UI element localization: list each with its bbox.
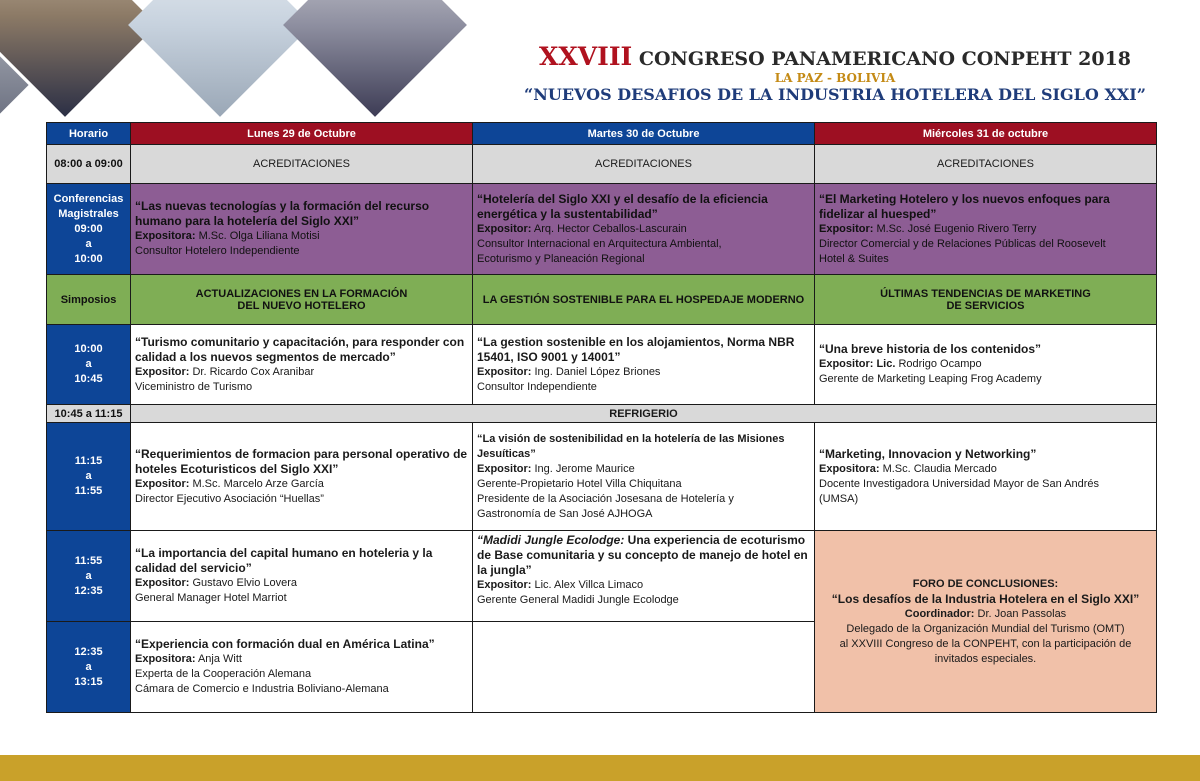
speaker-role: Cámara de Comercio e Industria Boliviano-Alemana: [135, 683, 389, 695]
speaker-label: Expositor:: [477, 365, 532, 378]
speaker-line: [477, 365, 810, 380]
speaker-line: [135, 229, 468, 244]
speaker-line: [135, 365, 468, 380]
time-line: 11:15: [74, 455, 103, 467]
speaker-name: Anja Witt: [195, 653, 242, 665]
session-title: “Requerimientos de formacion para personal operativo de hoteles Ecoturisticos del Siglo XXI”: [135, 446, 468, 476]
time-line: a: [85, 237, 92, 250]
session-title: “Hotelería del Siglo XXI y el desafío de la eficiencia energética y la sustentabilidad”: [477, 191, 768, 221]
session-title: “La gestion sostenible en los alojamientos, Norma NBR 15401, ISO 9001 y 14001”: [477, 334, 795, 364]
session-cell: [815, 184, 1157, 275]
speaker-name: Arq. Hector Ceballos-Lascurain: [531, 222, 687, 235]
speaker-name: Ing. Jerome Maurice: [531, 462, 635, 475]
session-cell: [473, 423, 815, 531]
speaker-label: Expositor:: [819, 222, 874, 235]
table-row-refrigerio: [47, 405, 1157, 423]
foro-title: “Los desafíos de la Industria Hotelera en el Siglo XXI”: [831, 591, 1140, 606]
speaker-label: Expositor:: [135, 477, 190, 490]
time-line: a: [85, 358, 92, 370]
footer-bar: [0, 755, 1200, 781]
session-title: “Las nuevas tecnologías y la formación del recurso humano para la hotelería del Siglo XXI”: [135, 199, 430, 228]
speaker-label: Expositor:: [477, 462, 532, 475]
time-line: 10:45: [74, 373, 103, 385]
time-line: a: [85, 569, 92, 582]
speaker-label: Expositora:: [819, 462, 880, 475]
congress-name: CONGRESO PANAMERICANO CONPEHT 2018: [632, 48, 1132, 70]
session-title: “La importancia del capital humano en hoteleria y la calidad del servicio”: [135, 546, 433, 575]
session-title: “El Marketing Hotelero y los nuevos enfoques para fidelizar al huesped”: [819, 191, 1110, 221]
session-title: “Experiencia con formación dual en América Latina”: [135, 637, 435, 651]
session-cell: [131, 325, 473, 405]
speaker-role: Gerente General Madidi Jungle Ecolodge: [477, 594, 679, 606]
refrigerio-cell: REFRIGERIO: [131, 405, 1157, 423]
speaker-label: Expositora:: [135, 230, 196, 242]
time-line: 11:55: [74, 554, 103, 567]
speaker-role: Consultor Hotelero Independiente: [135, 245, 300, 257]
speaker-role: Hotel & Suites: [819, 252, 889, 265]
speaker-role: Experta de la Cooperación Alemana: [135, 668, 312, 680]
time-line: a: [85, 660, 92, 673]
session-cell: [131, 423, 473, 531]
speaker-line: [477, 462, 810, 477]
time-cell: [47, 531, 131, 622]
time-line: 12:35: [74, 645, 103, 658]
time-cell: [47, 423, 131, 531]
time-cell: Simposios: [47, 275, 131, 325]
table-header-row: [47, 123, 1157, 145]
simposio-title-line: ACTUALIZACIONES EN LA FORMACIÓN: [195, 287, 408, 300]
speaker-line: [819, 222, 1152, 237]
coordinator-label: Coordinador:: [904, 607, 975, 620]
time-cell: [47, 184, 131, 275]
session-cell: [815, 325, 1157, 405]
table-row-conferencias: [47, 184, 1157, 275]
table-row-session-3: [47, 531, 1157, 622]
column-header-time: Horario: [47, 123, 131, 145]
speaker-label: Expositor:: [477, 579, 532, 591]
simposio-monday: [131, 275, 473, 325]
time-line: a: [85, 470, 92, 482]
time-cell: [47, 622, 131, 713]
time-cell: 08:00 a 09:00: [47, 145, 131, 184]
speaker-role: Consultor Independiente: [477, 380, 597, 393]
empty-session-cell: [473, 622, 815, 713]
time-line: 09:00: [74, 222, 103, 235]
speaker-role: Gastronomía de San José AJHOGA: [477, 507, 653, 520]
session-cell: [473, 184, 815, 275]
speaker-label: Expositor:: [477, 222, 532, 235]
time-cell: [47, 325, 131, 405]
session-title-italic: “Madidi Jungle Ecolodge:: [477, 533, 625, 547]
speaker-name: M.Sc. Olga Liliana Motisi: [195, 230, 320, 242]
speaker-role: Director Ejecutivo Asociación “Huellas”: [135, 492, 324, 505]
speaker-line: [819, 462, 1152, 477]
session-cell: [473, 325, 815, 405]
speaker-role: (UMSA): [819, 492, 859, 505]
speaker-role: Docente Investigadora Universidad Mayor de San Andrés: [819, 477, 1100, 490]
speaker-line: [477, 222, 810, 237]
acreditaciones-tuesday: ACREDITACIONES: [473, 145, 815, 184]
congress-title: [470, 42, 1200, 71]
session-cell: [815, 423, 1157, 531]
schedule-table: [46, 122, 1157, 713]
speaker-line: [135, 477, 468, 492]
speaker-role: Viceministro de Turismo: [135, 380, 253, 393]
speaker-role: Presidente de la Asociación Josesana de Hotelería y: [477, 492, 734, 505]
time-line: Magistrales: [58, 207, 119, 220]
table-row-simposios: [47, 275, 1157, 325]
speaker-label: Expositor:: [135, 577, 190, 589]
speaker-line: [819, 357, 1152, 372]
time-line: 11:55: [74, 485, 103, 497]
acreditaciones-monday: ACREDITACIONES: [131, 145, 473, 184]
session-cell: [131, 622, 473, 713]
time-line: Conferencias: [53, 192, 124, 205]
time-line: 13:15: [74, 675, 103, 688]
speaker-role: Gerente de Marketing Leaping Frog Academy: [819, 373, 1042, 385]
foro-detail: al XXVIII Congreso de la CONPEHT, con la participación de: [839, 637, 1132, 650]
column-header-wednesday: Miércoles 31 de octubre: [815, 123, 1157, 145]
simposio-title-line: DEL NUEVO HOTELERO: [237, 299, 366, 312]
speaker-name: Dr. Ricardo Cox Aranibar: [189, 365, 315, 378]
speaker-name: Gustavo Elvio Lovera: [189, 577, 298, 589]
time-line: 12:35: [74, 584, 103, 597]
foro-heading: FORO DE CONCLUSIONES:: [912, 577, 1059, 590]
photo-receptionist: [283, 0, 467, 117]
congress-location: LA PAZ - BOLIVIA: [774, 71, 896, 85]
session-cell: [131, 531, 473, 622]
speaker-role: General Manager Hotel Marriot: [135, 592, 287, 604]
session-title: [477, 533, 810, 578]
speaker-name: M.Sc. Marcelo Arze García: [189, 477, 324, 490]
simposio-tuesday: LA GESTIÓN SOSTENIBLE PARA EL HOSPEDAJE MODERNO: [473, 275, 815, 325]
speaker-role: Director Comercial y de Relaciones Públicas del Roosevelt: [819, 237, 1106, 250]
speaker-line: [477, 578, 810, 593]
time-line: 10:00: [74, 343, 103, 355]
table-row-session-2: [47, 423, 1157, 531]
speaker-name: Rodrigo Ocampo: [895, 358, 982, 370]
session-title: “Una breve historia de los contenidos”: [819, 342, 1042, 356]
speaker-line: [135, 576, 468, 591]
column-header-monday: Lunes 29 de Octubre: [131, 123, 473, 145]
speaker-line: [135, 652, 468, 667]
speaker-label: Expositora:: [135, 653, 196, 665]
simposio-wednesday: [815, 275, 1157, 325]
foro-conclusiones-cell: [815, 531, 1157, 713]
session-title: “Turismo comunitario y capacitación, para responder con calidad a los nuevos segmentos de mercado”: [135, 334, 465, 364]
speaker-name: Lic. Alex Villca Limaco: [531, 579, 644, 591]
session-title: “Marketing, Innovacion y Networking”: [819, 446, 1037, 461]
speaker-role: Ecoturismo y Planeación Regional: [477, 252, 645, 265]
speaker-label: Expositor: Lic.: [819, 358, 896, 370]
page-header: [470, 42, 1200, 104]
photo-housekeeping: [128, 0, 312, 117]
time-cell: 10:45 a 11:15: [47, 405, 131, 423]
session-cell: [473, 531, 815, 622]
simposio-title-line: ÚLTIMAS TENDENCIAS DE MARKETING: [880, 287, 1091, 300]
session-title: “La visión de sostenibilidad en la hotelería de las Misiones Jesuíticas”: [477, 432, 785, 460]
photo-waiter-guests: [0, 0, 157, 117]
time-line: 10:00: [74, 252, 103, 265]
acreditaciones-wednesday: ACREDITACIONES: [815, 145, 1157, 184]
coordinator-line: [819, 607, 1152, 622]
speaker-name: Ing. Daniel López Briones: [531, 365, 661, 378]
congress-edition: XXVIII: [538, 42, 633, 71]
table-row-acreditaciones: [47, 145, 1157, 184]
speaker-name: M.Sc. José Eugenio Rivero Terry: [873, 222, 1037, 235]
speaker-role: Gerente-Propietario Hotel Villa Chiquitana: [477, 477, 682, 490]
table-row-session-1: [47, 325, 1157, 405]
speaker-role: Consultor Internacional en Arquitectura Ambiental,: [477, 237, 722, 250]
coordinator-name: Dr. Joan Passolas: [974, 607, 1067, 620]
simposio-title-line: DE SERVICIOS: [946, 299, 1025, 312]
congress-theme: “NUEVOS DESAFIOS DE LA INDUSTRIA HOTELERA DEL SIGLO XXI”: [524, 85, 1146, 104]
session-cell: [131, 184, 473, 275]
foro-detail: invitados especiales.: [934, 652, 1037, 665]
speaker-label: Expositor:: [135, 365, 190, 378]
foro-detail: Delegado de la Organización Mundial del Turismo (OMT): [846, 622, 1125, 635]
column-header-tuesday: Martes 30 de Octubre: [473, 123, 815, 145]
speaker-name: M.Sc. Claudia Mercado: [879, 462, 997, 475]
session-title-rest: Una experiencia de ecoturismo de Base comunitaria y su concepto de manejo de hotel en la jungla”: [477, 533, 808, 577]
